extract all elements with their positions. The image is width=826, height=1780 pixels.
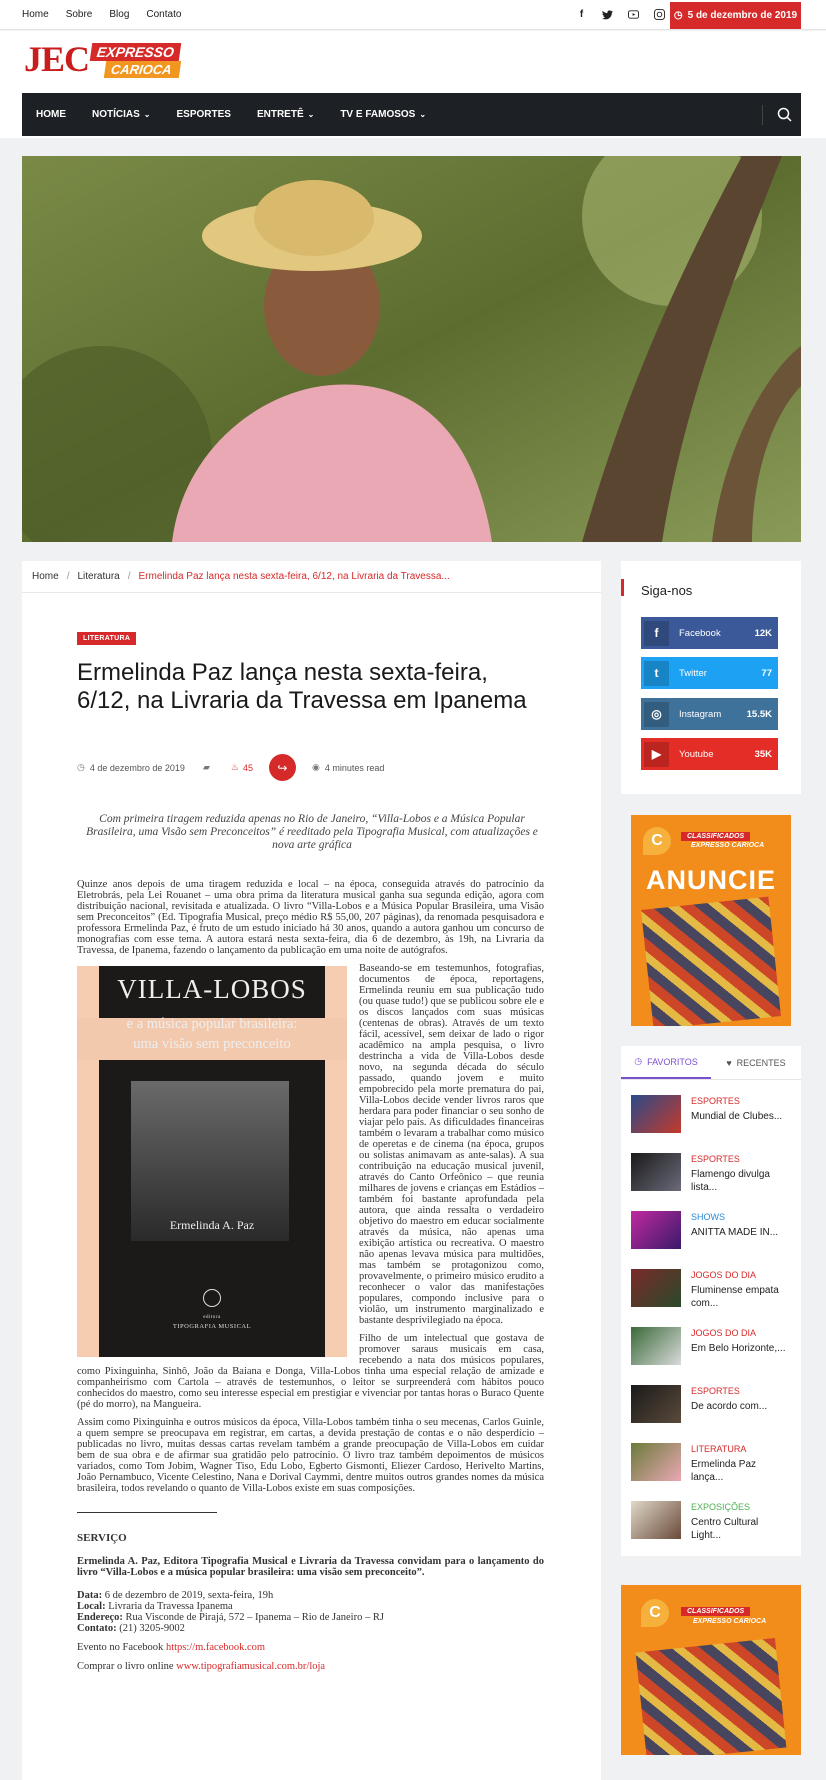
book-cover-image bbox=[77, 966, 347, 1357]
post-category: ESPORTES bbox=[691, 1386, 740, 1396]
instagram-follow-button[interactable]: ◎ Instagram 15.5K bbox=[641, 698, 778, 730]
nav-item-tv-e-famosos[interactable]: TV E FAMOSOS ⌄ bbox=[340, 109, 427, 120]
service-buy: Comprar o livro online www.tipografiamusical.com.br/loja bbox=[77, 1661, 326, 1672]
youtube-icon[interactable] bbox=[627, 8, 640, 21]
classifieds-logo-icon: C bbox=[643, 827, 671, 855]
breadcrumb-home[interactable]: Home bbox=[32, 571, 59, 582]
top-link-home[interactable]: Home bbox=[22, 9, 49, 20]
article-date: 4 de dezembro de 2019 bbox=[89, 762, 185, 773]
list-item[interactable] bbox=[631, 1327, 791, 1367]
twitter-icon[interactable] bbox=[601, 8, 614, 21]
chevron-down-icon: ⌄ bbox=[307, 110, 315, 119]
post-category: SHOWS bbox=[691, 1212, 726, 1222]
instagram-icon: ◎ bbox=[644, 702, 669, 727]
post-thumbnail bbox=[631, 1385, 681, 1423]
book-photo bbox=[131, 1081, 289, 1241]
post-category: EXPOSIÇÕES bbox=[691, 1502, 751, 1512]
article-meta bbox=[77, 754, 384, 781]
nav-divider bbox=[762, 105, 763, 125]
ad-line2: EXPRESSO CARIOCA bbox=[691, 842, 765, 849]
publisher-logo bbox=[203, 1289, 221, 1307]
post-title: Em Belo Horizonte,... bbox=[691, 1343, 786, 1354]
service-heading: SERVIÇO bbox=[77, 1532, 127, 1544]
top-link-blog[interactable]: Blog bbox=[109, 9, 130, 20]
follow-title: Siga-nos bbox=[641, 583, 693, 598]
main-nav bbox=[22, 93, 801, 136]
logo-jec: JEC bbox=[24, 39, 90, 79]
service-data: Data: 6 de dezembro de 2019, sexta-feira, 19h bbox=[77, 1590, 274, 1601]
tab-recentes[interactable]: ♥ RECENTES bbox=[726, 1057, 786, 1068]
posts-widget bbox=[621, 1046, 801, 1556]
top-link-sobre[interactable]: Sobre bbox=[65, 9, 93, 20]
post-thumbnail bbox=[631, 1327, 681, 1365]
post-title: De acordo com... bbox=[691, 1401, 768, 1412]
article-card bbox=[22, 561, 601, 1780]
post-thumbnail bbox=[631, 1269, 681, 1307]
facebook-event-link[interactable]: https://m.facebook.com bbox=[165, 1642, 266, 1653]
search-icon[interactable] bbox=[775, 105, 795, 125]
heart-icon: ♥ bbox=[726, 1057, 732, 1068]
ad-line1: CLASSIFICADOS bbox=[681, 832, 750, 841]
paragraph: Quinze anos depois de uma tiragem reduzida e local – na época, conseguida através do patrocínio da Eletrobrás, pela Lei Rouanet – uma obra prima da literatura musical ganha sua segunda edição, agora com distribuição nacional, revisitada e atualizada. O livro “Villa-Lobos e a Música Popular Brasileira, uma Visão sem Preconceitos” (Ed. Tipografia Musical, preço médio R$ 55,00, 207 páginas), da renomada pesquisadora e professora Ermelinda Paz, é fruto de um estudo iniciado há 30 anos, quando a autora ganhou um concurso de monografias com esse tema. A autora estará nesta sexta-feira, dia 6 de dezembro, às 19h, na Livraria da Travessa, de Ipanema, fazendo o lançamento da publicação em uma noite de autógrafos. bbox=[77, 879, 544, 956]
posts-tabs bbox=[621, 1046, 801, 1080]
post-title: Mundial de Clubes... bbox=[691, 1111, 783, 1122]
clock-icon: ◷ bbox=[77, 762, 85, 772]
book-title: VILLA-LOBOS bbox=[117, 974, 307, 1004]
instagram-icon[interactable] bbox=[653, 8, 666, 21]
post-category: JOGOS DO DIA bbox=[691, 1328, 757, 1338]
list-item[interactable] bbox=[631, 1385, 791, 1425]
clock-icon: ◷ bbox=[673, 10, 683, 21]
youtube-icon: ▶ bbox=[644, 742, 669, 767]
youtube-follow-button[interactable]: ▶ Youtube 35K bbox=[641, 738, 778, 770]
classifieds-logo-icon: C bbox=[641, 1599, 669, 1627]
classifieds-ad[interactable] bbox=[631, 815, 791, 1026]
follow-widget bbox=[621, 561, 801, 794]
breadcrumb: Home / Literatura / Ermelinda Paz lança nesta sexta-feira, 6/12, na Livraria da Travessa... bbox=[22, 561, 601, 593]
service-facebook: Evento no Facebook https://m.facebook.com bbox=[77, 1642, 266, 1653]
book-subtitle-2: uma visão sem preconceito bbox=[133, 1036, 291, 1052]
nav-item-home[interactable]: HOME bbox=[36, 109, 66, 120]
divider bbox=[77, 1512, 217, 1513]
date-badge bbox=[670, 2, 801, 29]
top-nav bbox=[22, 9, 181, 20]
post-thumbnail bbox=[631, 1211, 681, 1249]
logo-line2: CARIOCA bbox=[104, 61, 181, 78]
post-category: ESPORTES bbox=[691, 1096, 740, 1106]
chevron-down-icon: ⌄ bbox=[143, 110, 151, 119]
paragraph: Assim como Pixinguinha e outros músicos da época, Villa-Lobos também tinha o seu mecenas, Carlos Guinle, a quem sempre se preocupava em registrar, em cartas, a devida prestação de contas e o não desperdício – publicadas no livro, muitas dessas cartas revelam também a grande preocupação de Villa-Lobos em cuidar bem de sua obra e de afirmar sua gratidão pelo patrocínio. O livro traz também depoimentos de músicos variados, como Tom Jobim, Wagner Tiso, Edu Lobo, Egberto Gismonti, Eliezer Cardoso, Herivelto Martins, João Pernambuco, Vicente Celestino, Nana e Dorival Caymmi, dentre muitos outros grandes nomes da música brasileira, todos revelando o quanto de Villa-Lobos existe em suas composições. bbox=[77, 1417, 544, 1494]
date-text: 5 de dezembro de 2019 bbox=[687, 10, 798, 21]
top-social-icons bbox=[575, 8, 666, 21]
article-lead: Com primeira tiragem reduzida apenas no Rio de Janeiro, “Villa-Lobos e a Música Popular Brasileira, uma Visão sem Preconceitos” é reeditado pela Tipografia Musical, com atualizações e nova arte gráfica bbox=[86, 813, 538, 851]
post-title: ANITTA MADE IN... bbox=[691, 1227, 779, 1238]
views-count: 45 bbox=[242, 762, 253, 773]
category-badge[interactable]: LITERATURA bbox=[77, 632, 136, 645]
post-category: JOGOS DO DIA bbox=[691, 1270, 757, 1280]
twitter-icon: t bbox=[644, 661, 669, 686]
logo-line1: EXPRESSO bbox=[90, 43, 182, 61]
post-thumbnail bbox=[631, 1095, 681, 1133]
paragraph: Filho de um intelectual que gostava de promover saraus musicais em casa, recebendo a nata dos músicos populares, como Pixinguinha, Sinhô, João da Baiana e Donga, Villa-Lobos tinha uma especial relação de amizade e companheirismo com Cartola – através de testemunhos, o leitor se surpreenderá com hábitos pouco conhecidos do maestro, como seu interesse especial em prestigiar e vivenciar por tantas horas o Buraco Quente (pé do morro), na Mangueira. bbox=[77, 1333, 544, 1410]
list-item[interactable] bbox=[631, 1501, 791, 1541]
classifieds-ad-2[interactable] bbox=[621, 1585, 801, 1755]
nav-item-esportes[interactable]: ESPORTES bbox=[176, 109, 231, 120]
nav-item-entrete[interactable]: ENTRETÊ ⌄ bbox=[256, 109, 315, 120]
list-item[interactable] bbox=[631, 1443, 791, 1483]
ad-magazines-image bbox=[636, 1638, 787, 1755]
top-bar bbox=[0, 0, 826, 30]
breadcrumb-category[interactable]: Literatura bbox=[77, 571, 120, 582]
post-category: LITERATURA bbox=[691, 1444, 747, 1454]
service-intro: Ermelinda A. Paz, Editora Tipografia Musical e Livraria da Travessa convidam para o lançamento do livro “Villa-Lobos e a música popular brasileira: uma visão sem preconceito”. bbox=[77, 1556, 544, 1578]
nav-item-noticias[interactable]: NOTÍCIAS ⌄ bbox=[92, 109, 151, 120]
service-endereco: Endereço: Rua Visconde de Pirajá, 572 – Ipanema – Rio de Janeiro – RJ bbox=[77, 1612, 384, 1623]
ad-line1: CLASSIFICADOS bbox=[681, 1607, 750, 1616]
article-body bbox=[77, 879, 544, 1672]
post-title: Centro Cultural Light... bbox=[691, 1517, 759, 1541]
facebook-icon[interactable]: f bbox=[579, 9, 584, 20]
fire-icon: ♨ bbox=[230, 762, 239, 772]
book-publisher-small: editora bbox=[203, 1315, 221, 1320]
post-thumbnail bbox=[631, 1153, 681, 1191]
comment-icon[interactable]: ▰ bbox=[202, 762, 210, 772]
tab-favoritos[interactable]: ◷ FAVORITOS bbox=[621, 1046, 711, 1079]
chevron-down-icon: ⌄ bbox=[419, 110, 427, 119]
twitter-follow-button[interactable]: t Twitter 77 bbox=[641, 657, 778, 689]
post-thumbnail bbox=[631, 1443, 681, 1481]
article-title: Ermelinda Paz lança nesta sexta-feira, 6/12, na Livraria da Travessa em Ipanema bbox=[77, 659, 527, 714]
breadcrumb-current: Ermelinda Paz lança nesta sexta-feira, 6/12, na Livraria da Travessa... bbox=[138, 571, 450, 582]
ad-headline: ANUNCIE bbox=[645, 865, 776, 895]
site-header bbox=[0, 31, 826, 138]
read-time: 4 minutes read bbox=[324, 762, 385, 773]
hero-image bbox=[22, 156, 801, 542]
list-item[interactable] bbox=[631, 1095, 791, 1135]
post-thumbnail bbox=[631, 1501, 681, 1539]
paragraph: Baseando-se em testemunhos, fotografias, documentos de época, reportagens, Ermelinda reuniu em sua publicação tudo (ou quase tudo!) que se publicou sobre ele e os discos lançados com suas músicas (centenas de obras). Através de um texto fácil, acessível, sem deixar de lado o rigor acadêmico na ampla pesquisa, o livro destrincha a vida de Villa-Lobos desde novo, na segunda década do século passado, quando jovem e muito empobrecido pela morte prematura do pai, Villa-Lobos decide vender livros raros que herdara para poder financiar o seu sonho de viajar pelo país. As dificuldades financeiras também o levaram a trabalhar como músico de operetas e de cinema (na época, grupos ou solistas animavam as ante-salas). A sua contribuição na educação musical juvenil, através do Canto Orfeônico – que reunia milhares de jovens e crianças em Estádios – também foi bastante aprofundada pela autora, que ainda ressalta o verdadeiro objetivo do maestro em educar socialmente através da música, não apenas uma exibição artística ou recreativa. O maestro não apenas levava música para multidões, mas também se protagonizou como, provavelmente, o primeiro músico erudito a reconhecer o valor das manifestações populares, compondo inclusive para o violão, um instrumento marginalizado e bastante desprivilegiado na época. bbox=[359, 963, 544, 1326]
book-author: Ermelinda A. Paz bbox=[169, 1218, 255, 1232]
post-title: Ermelinda Paz lança... bbox=[691, 1459, 757, 1483]
facebook-follow-button[interactable]: f Facebook 12K bbox=[641, 617, 778, 649]
site-logo[interactable] bbox=[24, 41, 180, 78]
post-title: Fluminense empata com... bbox=[691, 1285, 779, 1309]
service-contato: Contato: (21) 3205-9002 bbox=[77, 1623, 185, 1634]
ad-line2: EXPRESSO CARIOCA bbox=[693, 1618, 767, 1625]
facebook-icon: f bbox=[644, 621, 669, 646]
book-subtitle-1: e a música popular brasileira: bbox=[126, 1016, 298, 1032]
clock-icon: ◷ bbox=[634, 1056, 643, 1066]
list-item[interactable] bbox=[631, 1153, 791, 1193]
ad-magazines-image bbox=[641, 897, 781, 1026]
book-publisher: TIPOGRAFIA MUSICAL bbox=[172, 1323, 252, 1330]
post-category: ESPORTES bbox=[691, 1154, 740, 1164]
top-link-contato[interactable]: Contato bbox=[146, 9, 182, 20]
service-local: Local: Livraria da Travessa Ipanema bbox=[77, 1601, 233, 1612]
eye-icon: ◉ bbox=[311, 762, 320, 772]
share-button[interactable]: ↪ bbox=[269, 754, 296, 781]
list-item[interactable] bbox=[631, 1211, 791, 1251]
buy-book-link[interactable]: www.tipografiamusical.com.br/loja bbox=[176, 1661, 326, 1672]
list-item[interactable] bbox=[631, 1269, 791, 1309]
post-title: Flamengo divulga lista... bbox=[691, 1169, 770, 1193]
